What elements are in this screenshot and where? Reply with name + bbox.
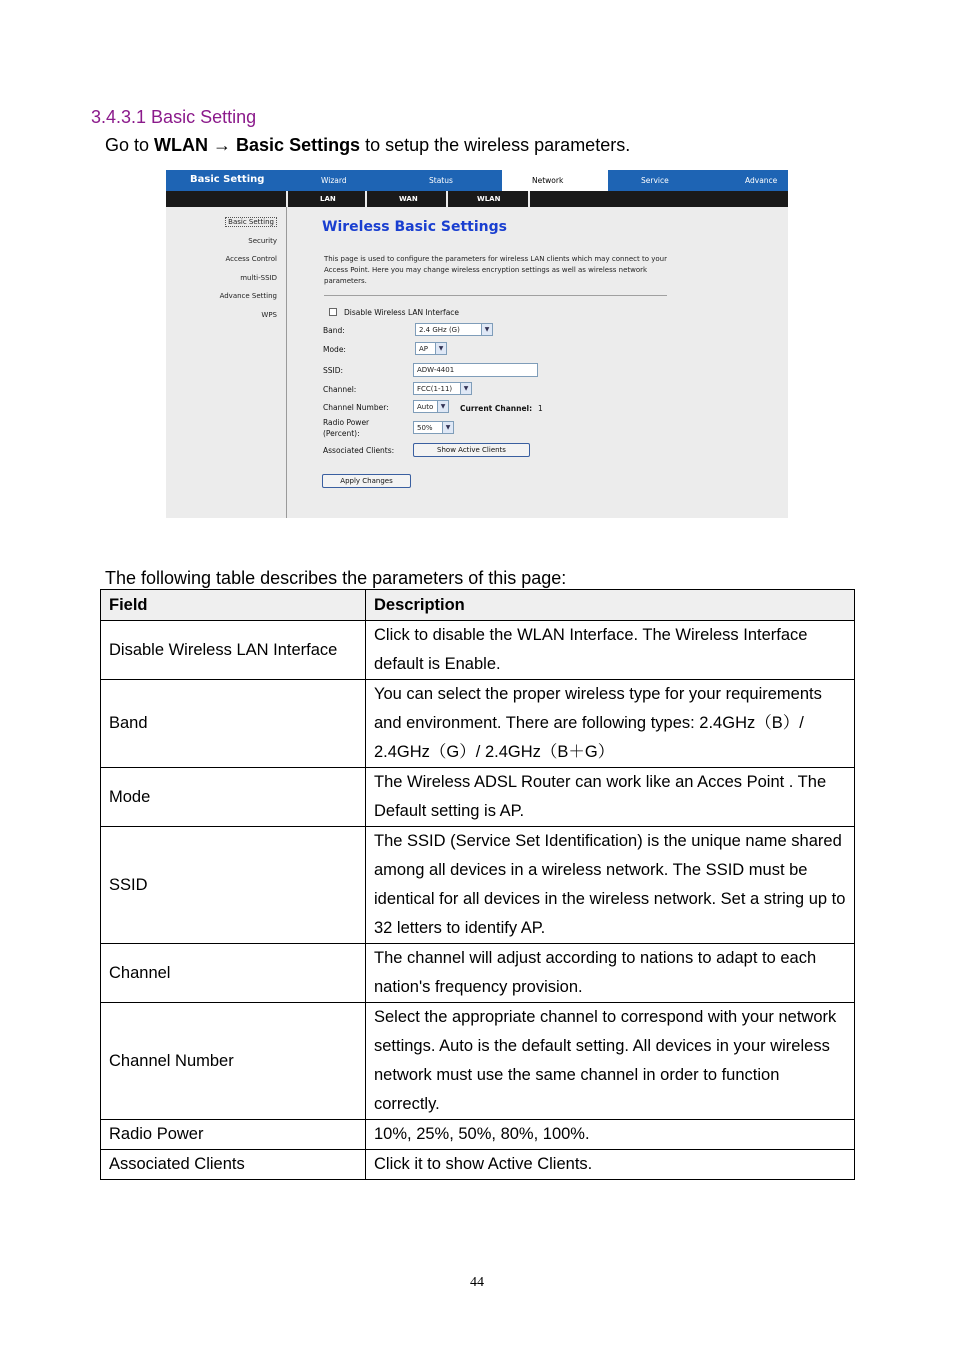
mode-label: Mode: (323, 345, 346, 354)
chevron-down-icon: ▼ (435, 343, 446, 354)
divider (324, 295, 667, 296)
sidebar-divider (286, 207, 287, 518)
table-row (101, 1003, 855, 1120)
table-row (101, 621, 855, 680)
tab-network[interactable]: Network (502, 170, 608, 191)
show-active-clients-button[interactable]: Show Active Clients (413, 443, 530, 457)
band-label: Band: (323, 326, 345, 335)
description-cell: Click to disable the WLAN Interface. The Wireless Interface default is Enable. (366, 621, 855, 680)
description-cell: Select the appropriate channel to correspond with your network settings. Auto is the default setting. All devices in your wireless network must use the same channel in order to function correctly. (366, 1003, 855, 1120)
description-cell: Click it to show Active Clients. (366, 1150, 855, 1180)
table-row (101, 768, 855, 827)
section-heading: 3.4.3.1 Basic Setting (91, 107, 257, 127)
sidebar-item-access-control[interactable]: Access Control (225, 255, 277, 263)
field-cell: Band (101, 680, 366, 768)
field-cell: Mode (101, 768, 366, 827)
brand-label: Basic Setting (190, 174, 265, 185)
tab-service[interactable]: Service (641, 176, 669, 185)
channel-value: FCC(1-11) (417, 385, 453, 393)
parameters-table (100, 589, 855, 1180)
tab-status[interactable]: Status (429, 176, 453, 185)
radio-power-label-percent: (Percent): (323, 429, 360, 438)
header-description: Description (366, 590, 855, 621)
field-cell: Radio Power (101, 1120, 366, 1150)
arrow-icon: → (208, 135, 237, 155)
sub-nav (166, 191, 788, 207)
sidebar-item-basic-setting[interactable]: Basic Setting (225, 217, 277, 227)
page-description: This page is used to configure the parameters for wireless LAN clients which may connect to your Access Point. Here you may change wireless encryption settings as well as wireless network parameters. (324, 255, 667, 285)
radio-power-select[interactable] (413, 421, 454, 434)
sub-nav-divider (446, 191, 448, 207)
sidebar-item-security[interactable]: Security (248, 237, 277, 245)
associated-clients-label: Associated Clients: (323, 446, 395, 455)
channel-label: Channel: (323, 385, 357, 394)
header-field: Field (101, 590, 366, 621)
description-cell: You can select the proper wireless type for your requirements and environment. There are following types: 2.4GHz（B）/ 2.4GHz（G）/ 2.4GHz（B＋G） (366, 680, 855, 768)
intro-text (105, 135, 630, 156)
channel-number-value: Auto (417, 403, 434, 411)
subtab-wan[interactable]: WAN (399, 195, 418, 203)
channel-number-select[interactable] (413, 400, 449, 413)
chevron-down-icon: ▼ (437, 401, 448, 412)
sidebar-item-wps[interactable]: WPS (261, 311, 277, 319)
description-cell: The channel will adjust according to nations to adapt to each nation's frequency provision. (366, 944, 855, 1003)
sub-nav-divider (528, 191, 530, 207)
disable-wlan-label: Disable Wireless LAN Interface (344, 308, 460, 317)
mode-value: AP (419, 345, 429, 353)
table-row (101, 1120, 855, 1150)
band-select[interactable] (415, 323, 493, 336)
mode-select[interactable] (415, 342, 447, 355)
channel-select[interactable] (413, 382, 472, 395)
ssid-label: SSID: (323, 366, 344, 375)
apply-changes-button[interactable]: Apply Changes (322, 474, 411, 488)
description-cell: The SSID (Service Set Identification) is the unique name shared among all devices in a wireless network. The SSID must be identical for all devices in the wireless network. Set a string up to 32 letters to identify AP. (366, 827, 855, 944)
disable-wlan-checkbox[interactable] (329, 308, 337, 316)
field-cell: Channel (101, 944, 366, 1003)
router-screenshot (166, 170, 788, 518)
intro-suffix: to setup the wireless parameters. (360, 135, 631, 155)
sidebar-item-multi-ssid[interactable]: multi-SSID (240, 274, 277, 282)
intro-prefix: Go to (105, 135, 155, 155)
subtab-lan[interactable]: LAN (320, 195, 336, 203)
table-row (101, 1150, 855, 1180)
chevron-down-icon: ▼ (442, 422, 453, 433)
field-cell: Channel Number (101, 1003, 366, 1120)
page-number: 44 (470, 1275, 484, 1290)
tab-wizard[interactable]: Wizard (321, 176, 347, 185)
top-nav (166, 170, 788, 191)
current-channel-value: 1 (538, 404, 543, 413)
sub-nav-divider (365, 191, 367, 207)
band-value: 2.4 GHz (G) (419, 326, 460, 334)
chevron-down-icon: ▼ (460, 383, 471, 394)
sidebar-item-advance-setting[interactable]: Advance Setting (219, 292, 277, 300)
field-cell: SSID (101, 827, 366, 944)
description-cell: 10%, 25%, 50%, 80%, 100%. (366, 1120, 855, 1150)
field-cell: Disable Wireless LAN Interface (101, 621, 366, 680)
intro-path-basic-settings: Basic Settings (236, 135, 361, 155)
table-intro: The following table describes the parameters of this page: (105, 568, 567, 588)
table-row (101, 827, 855, 944)
sub-nav-divider (286, 191, 288, 207)
current-channel-label: Current Channel: (460, 404, 533, 413)
chevron-down-icon: ▼ (481, 324, 492, 335)
ssid-input[interactable]: ADW-4401 (413, 363, 538, 377)
page-title: Wireless Basic Settings (322, 219, 507, 235)
channel-number-label: Channel Number: (323, 403, 389, 412)
table-row (101, 680, 855, 768)
intro-path-wlan: WLAN (154, 135, 209, 155)
description-cell: The Wireless ADSL Router can work like an Acces Point . The Default setting is AP. (366, 768, 855, 827)
table-header-row (101, 590, 855, 621)
table-row (101, 944, 855, 1003)
field-cell: Associated Clients (101, 1150, 366, 1180)
tab-advance[interactable]: Advance (745, 176, 778, 185)
radio-power-value: 50% (417, 424, 433, 432)
subtab-wlan[interactable]: WLAN (477, 195, 501, 203)
radio-power-label: Radio Power (323, 418, 370, 427)
